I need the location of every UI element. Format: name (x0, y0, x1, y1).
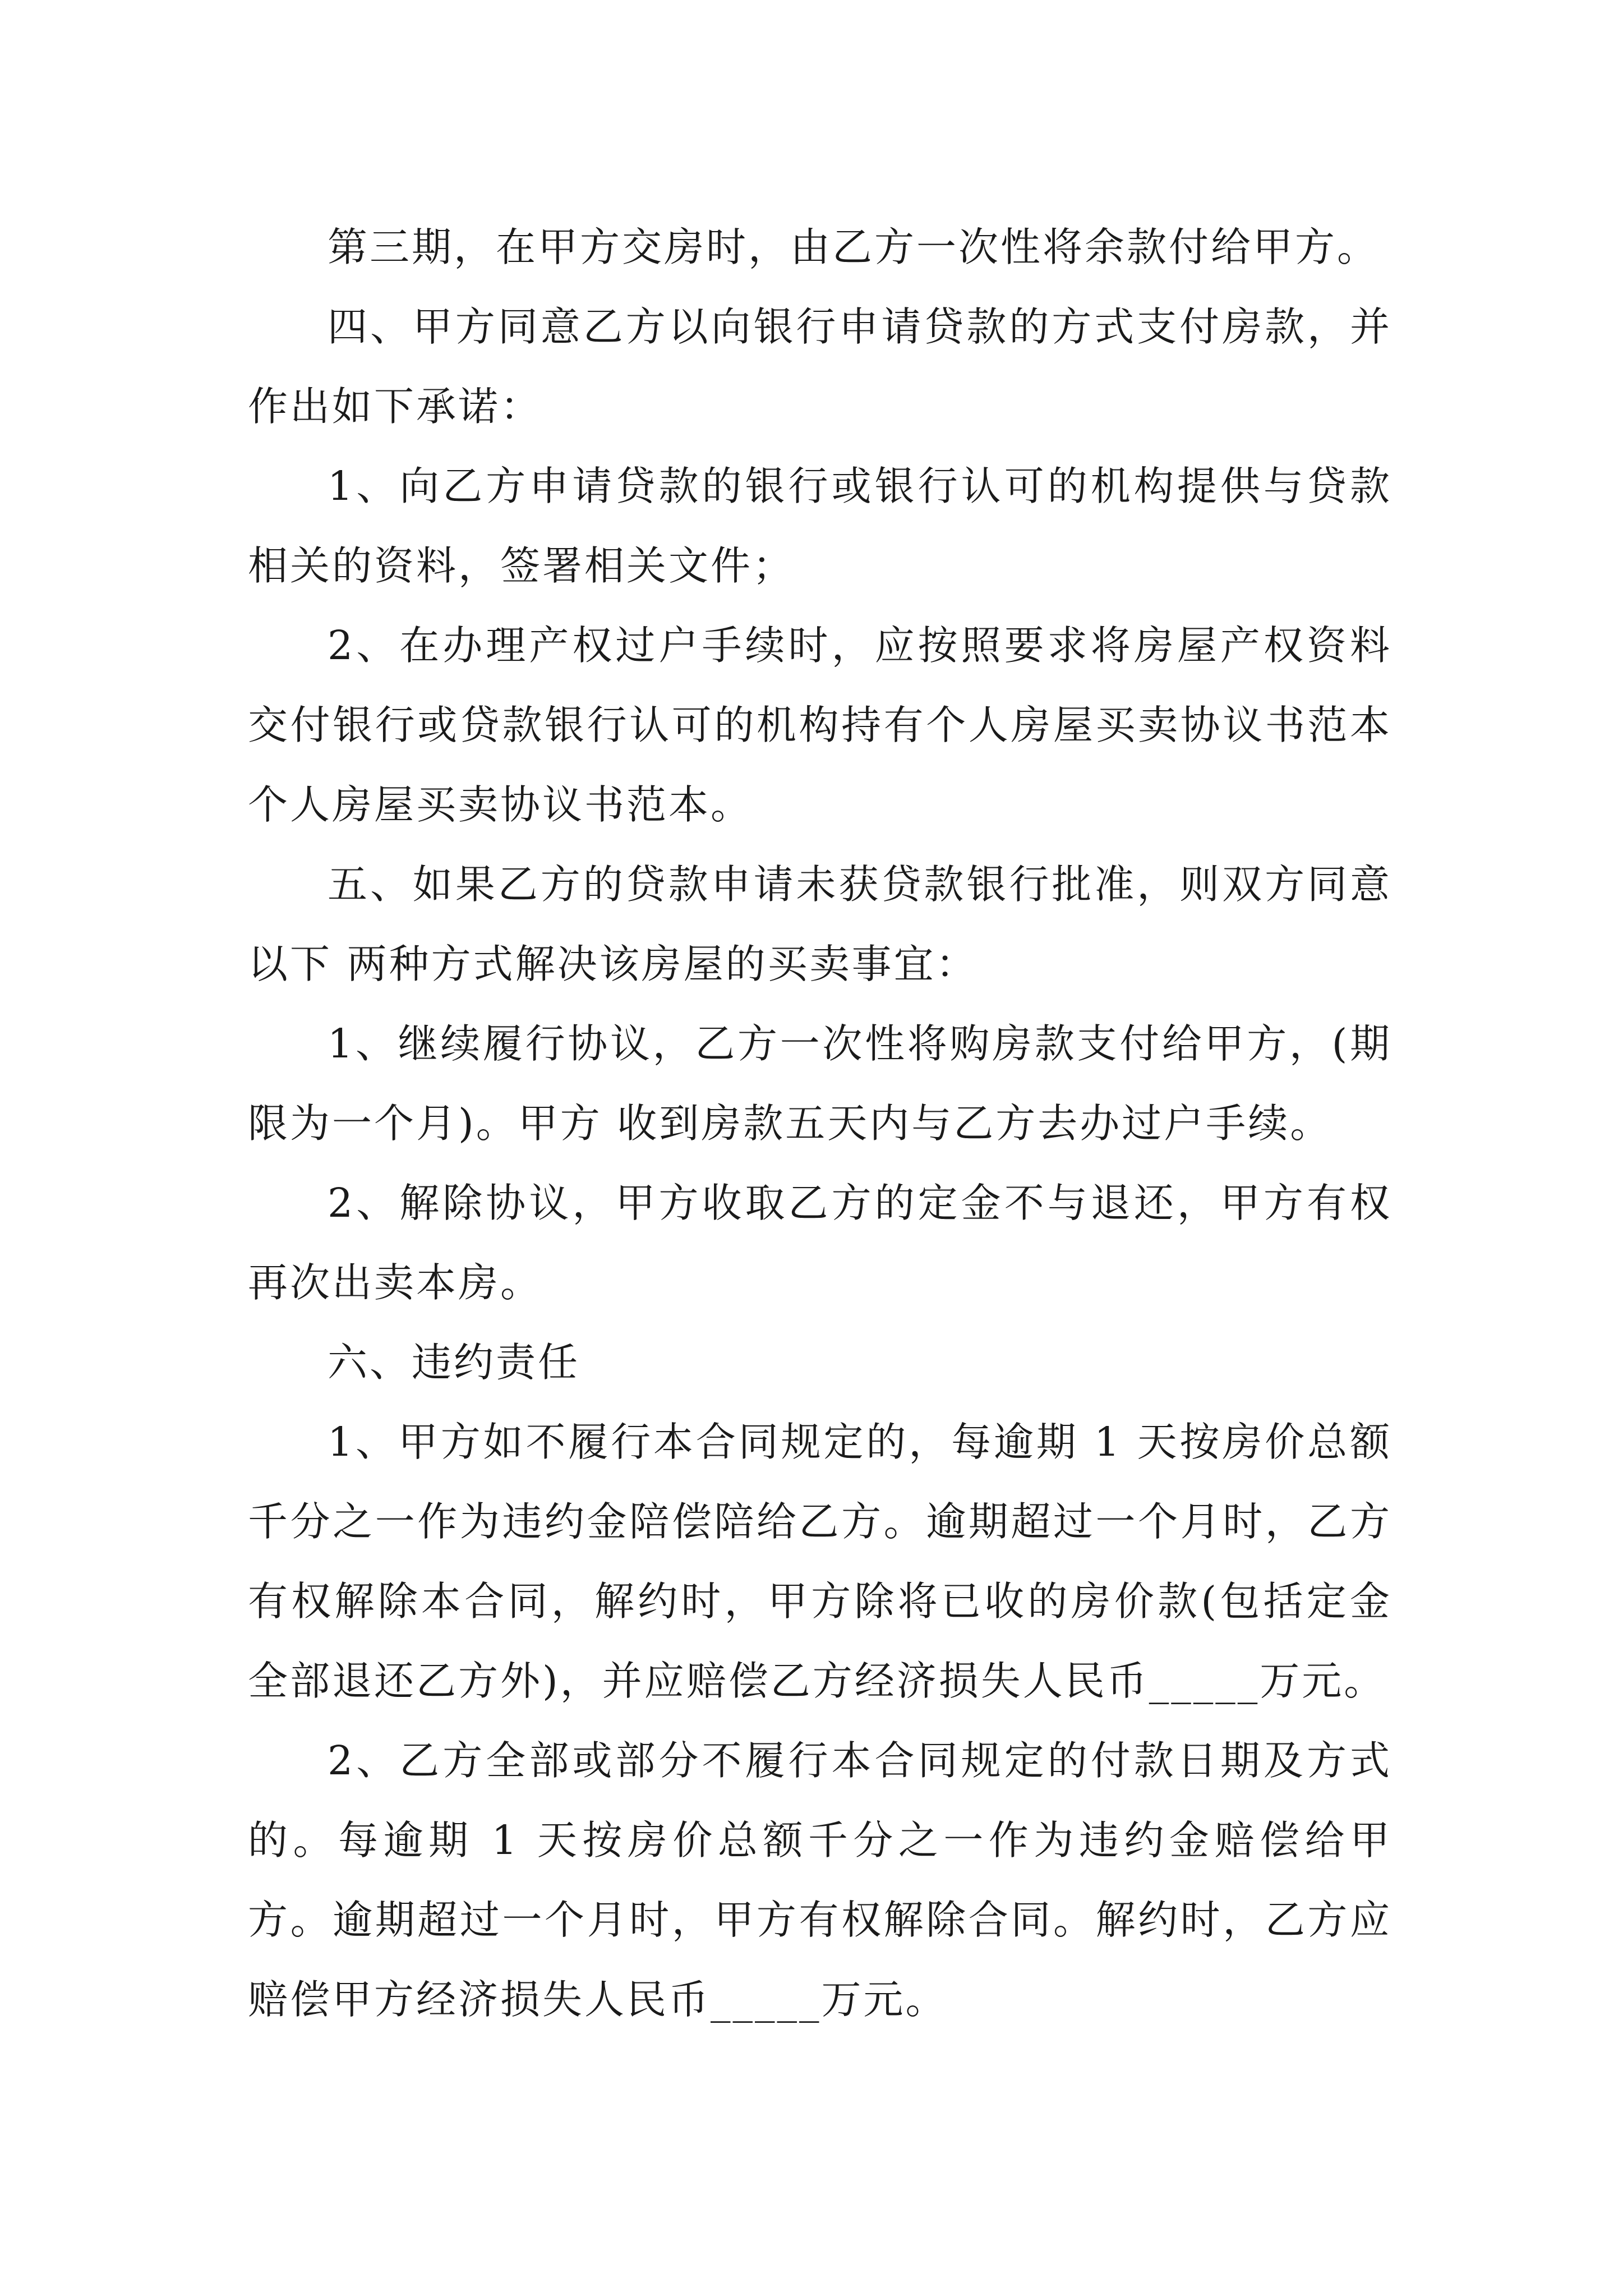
paragraph-clause-five: 五、如果乙方的贷款申请未获贷款银行批准，则双方同意以下 两种方式解决该房屋的买卖事宜： (248, 861, 1392, 987)
paragraph-clause-five-item-1: 1、继续履行协议，乙方一次性将购房款支付给甲方，(期限为一个月)。甲方 收到房款五天内与乙方去办过户手续。 (248, 1020, 1392, 1147)
paragraph-clause-four-item-1: 1、向乙方申请贷款的银行或银行认可的机构提供与贷款相关的资料，签署相关文件； (248, 463, 1392, 589)
paragraph-clause-six-item-1: 1、甲方如不履行本合同规定的，每逾期 1 天按房价总额千分之一作为违约金陪偿陪给乙方。逾期超过一个月时，乙方有权解除本合同，解约时，甲方除将已收的房价款(包括定金全部退还乙方外)，并应赔偿乙方经济损失人民币_____万元。 (248, 1419, 1392, 1704)
document-body (248, 208, 1392, 2040)
paragraph-clause-four: 四、甲方同意乙方以向银行申请贷款的方式支付房款，并作出如下承诺： (248, 303, 1392, 430)
paragraph-clause-six-item-2: 2、乙方全部或部分不履行本合同规定的付款日期及方式的。每逾期 1 天按房价总额千分之一作为违约金赔偿给甲方。逾期超过一个月时，甲方有权解除合同。解约时，乙方应赔偿甲方经济损失人民币_____万元。 (248, 1737, 1392, 2023)
paragraph-payment-third: 第三期，在甲方交房时，由乙方一次性将余款付给甲方。 (328, 224, 1380, 270)
paragraph-clause-six-heading: 六、违约责任 (328, 1339, 580, 1386)
paragraph-clause-five-item-2: 2、解除协议，甲方收取乙方的定金不与退还，甲方有权再次出卖本房。 (248, 1180, 1392, 1306)
paragraph-clause-four-item-2: 2、在办理产权过户手续时，应按照要求将房屋产权资料交付银行或贷款银行认可的机构持有个人房屋买卖协议书范本个人房屋买卖协议书范本。 (248, 622, 1392, 828)
